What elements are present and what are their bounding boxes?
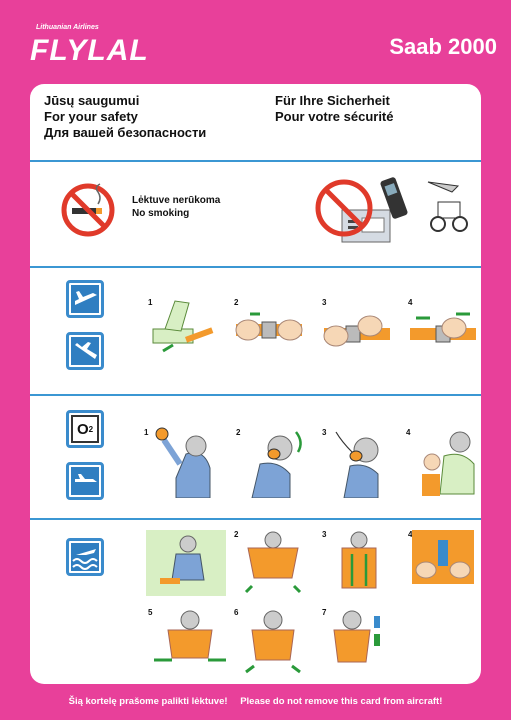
safety-card	[30, 84, 481, 684]
no-smoking-section	[30, 162, 481, 264]
no-smoking-text	[132, 194, 220, 220]
put-on-mask-illustration	[240, 424, 314, 498]
vest-tighten-illustration	[150, 608, 230, 674]
no-smoking-en: No smoking	[132, 208, 190, 219]
oxygen-subscript: 2	[88, 424, 94, 434]
step-number: 2	[234, 298, 239, 307]
headings-right	[275, 93, 394, 125]
vest-under-seat-illustration	[146, 530, 226, 596]
vest-mouthpiece-illustration	[326, 608, 392, 674]
airline-subtitle: Lithuanian Airlines	[36, 24, 99, 31]
footer-en: Please do not remove this card from aircraft!	[240, 696, 443, 707]
step-number: 4	[408, 530, 413, 539]
step-number: 4	[408, 298, 413, 307]
heading-en: For your safety	[44, 109, 138, 124]
step-number: 4	[406, 428, 411, 437]
fasten-belt-illustration	[232, 306, 306, 356]
step-number: 3	[322, 530, 327, 539]
landing-icon	[73, 341, 99, 363]
heading-ru: Для вашей безопасности	[44, 125, 207, 140]
headings-left	[44, 93, 206, 141]
oxygen-icon	[71, 415, 99, 443]
oxygen-label: O	[76, 420, 89, 438]
vest-inflate-illustration	[240, 608, 306, 674]
footer-notice	[0, 696, 511, 707]
step-number: 2	[236, 428, 241, 437]
step-number: 6	[234, 608, 239, 617]
oxygen-sign	[66, 410, 104, 448]
divider	[30, 518, 481, 520]
heading-lt: Jūsų saugumui	[44, 93, 140, 108]
step-number: 7	[322, 608, 327, 617]
seat-belt-illustration	[145, 299, 225, 363]
vest-buckle-illustration	[408, 530, 478, 596]
safety-headings	[30, 84, 481, 159]
vest-straps-illustration	[328, 530, 390, 596]
rc-toys-icon	[420, 172, 472, 238]
divider	[30, 266, 481, 268]
help-others-illustration	[410, 424, 480, 498]
step-number: 3	[322, 428, 327, 437]
release-belt-illustration	[406, 306, 480, 356]
step-number: 1	[148, 298, 153, 307]
step-number: 1	[144, 428, 149, 437]
ditching-icon	[72, 545, 100, 571]
aircraft-model: Saab 2000	[389, 34, 497, 59]
ditching-sign	[66, 538, 104, 576]
grab-mask-illustration	[150, 424, 222, 498]
no-smoking-icon	[60, 182, 116, 238]
heading-de: Für Ihre Sicherheit	[275, 93, 390, 108]
step-number: 3	[322, 298, 327, 307]
step-number: 5	[148, 608, 153, 617]
landing-sign	[66, 332, 104, 370]
breathe-mask-illustration	[326, 424, 398, 498]
cruise-sign	[66, 462, 104, 500]
no-smoking-lt: Lėktuve nerūkoma	[132, 195, 221, 206]
mobile-phone-icon	[380, 170, 408, 224]
footer-lt: Šią kortelę prašome palikti lėktuve!	[68, 696, 228, 707]
vest-over-head-illustration	[242, 530, 304, 596]
step-number: 2	[234, 530, 239, 539]
heading-fr: Pour votre sécurité	[275, 109, 394, 124]
takeoff-sign	[66, 280, 104, 318]
takeoff-icon	[73, 289, 99, 309]
cruise-icon	[73, 473, 99, 491]
divider	[30, 394, 481, 396]
tighten-belt-illustration	[320, 306, 394, 356]
airline-logo: FLYLAL	[30, 34, 149, 67]
